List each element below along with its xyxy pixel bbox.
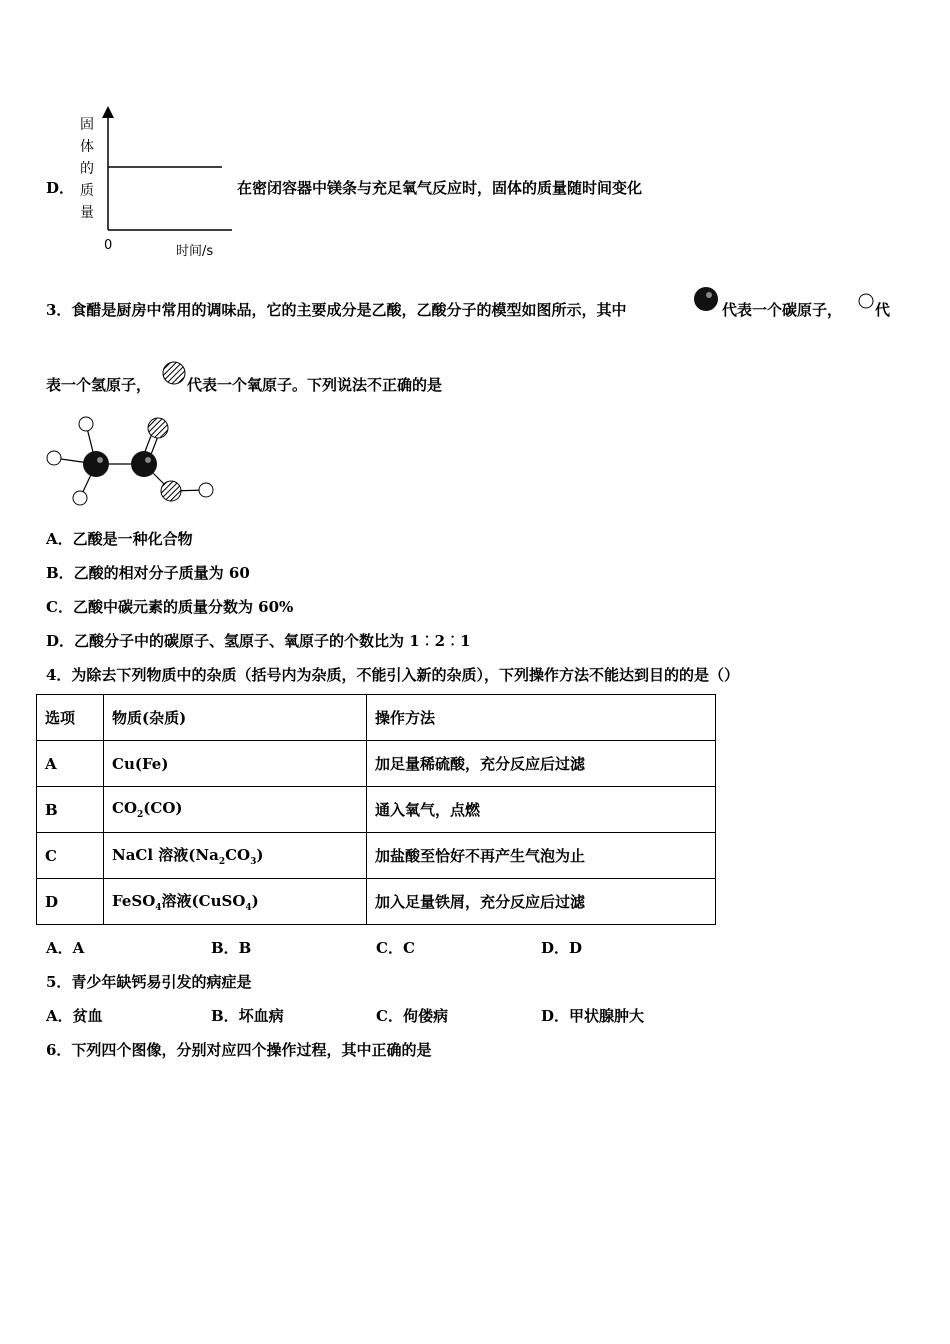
- table-row: [37, 879, 716, 925]
- table-row: [37, 833, 716, 879]
- table-row: [37, 787, 716, 833]
- oxygen-atom: [161, 481, 181, 501]
- q3-option-d: D．乙酸分子中的碳原子、氢原子、氧原子的个数比为 1︰2︰1: [46, 632, 471, 650]
- graph-origin: 0: [104, 238, 113, 253]
- q3-option-c: C．乙酸中碳元素的质量分数为 60%: [46, 598, 294, 616]
- q3-line1-c: 代: [875, 301, 891, 319]
- q3-option-a: A．乙酸是一种化合物: [46, 530, 193, 548]
- q3-line2-a: 表一个氢原子，: [46, 376, 152, 394]
- q4-stem: 4．为除去下列物质中的杂质（括号内为杂质，不能引入新的杂质），下列操作方法不能达到目的的是（）: [46, 666, 739, 684]
- q4-answer-d: D．D: [541, 939, 583, 957]
- q4-answer-b: B．B: [211, 939, 252, 957]
- option-cell: A: [37, 741, 104, 787]
- y-axis-char: 的: [80, 161, 94, 177]
- substance-cell: FeSO$_4$溶液(CuSO$_4$): [104, 879, 367, 925]
- hydrogen-atom-icon: [857, 292, 875, 310]
- q5-stem: 5．青少年缺钙易引发的病症是: [46, 973, 252, 991]
- carbon-atom-icon: [692, 285, 720, 313]
- method-cell: 加足量稀硫酸，充分反应后过滤: [367, 741, 716, 787]
- option-cell: D: [37, 879, 104, 925]
- x-axis-label: 时间/s: [176, 244, 214, 259]
- carbon-atom: [131, 451, 157, 477]
- q5-answer-d: D．甲状腺肿大: [541, 1007, 645, 1025]
- q3-line1-a: 3．食醋是厨房中常用的调味品，它的主要成分是乙酸，乙酸分子的模型如图所示，其中: [46, 301, 627, 319]
- q3-line2-b: 代表一个氧原子。下列说法不正确的是: [187, 376, 443, 394]
- y-axis-char: 固: [80, 117, 94, 133]
- hydrogen-atom: [73, 491, 87, 505]
- q5-answer-c: C．佝偻病: [376, 1007, 448, 1025]
- method-cell: 加盐酸至恰好不再产生气泡为止: [367, 833, 716, 879]
- option-cell: B: [37, 787, 104, 833]
- substance-cell: Cu(Fe): [104, 741, 367, 787]
- table-header-row: [37, 695, 716, 741]
- q2-option-d-label: D．: [46, 179, 75, 197]
- q3-option-b: B．乙酸的相对分子质量为 60: [46, 564, 250, 582]
- substance-cell: $CO_2(CO)$: [104, 787, 367, 833]
- q3-line1-b: 代表一个碳原子，: [722, 301, 843, 319]
- q2-option-d-text: 在密闭容器中镁条与充足氧气反应时，固体的质量随时间变化: [237, 179, 643, 197]
- acetic-acid-molecule-model: [40, 410, 225, 510]
- y-axis-char: 质: [80, 183, 94, 199]
- table-row: [37, 741, 716, 787]
- q5-answer-a: A．贫血: [46, 1007, 103, 1025]
- hydrogen-atom: [47, 451, 61, 465]
- option-cell: C: [37, 833, 104, 879]
- q5-answer-b: B．坏血病: [211, 1007, 284, 1025]
- carbon-atom: [83, 451, 109, 477]
- q4-answer-c: C．C: [376, 939, 415, 957]
- hydrogen-atom: [79, 417, 93, 431]
- y-axis-char: 量: [80, 205, 94, 221]
- header-cell: 操作方法: [367, 695, 716, 741]
- oxygen-atom: [148, 418, 168, 438]
- q4-table: [36, 694, 716, 925]
- q4-answer-a: A．A: [46, 939, 85, 957]
- mass-time-graph: [70, 100, 240, 260]
- hydrogen-atom: [199, 483, 213, 497]
- substance-cell: NaCl 溶液$(Na_2CO_3)$: [104, 833, 367, 879]
- method-cell: 加入足量铁屑，充分反应后过滤: [367, 879, 716, 925]
- header-cell: 物质(杂质): [104, 695, 367, 741]
- y-axis-char: 体: [80, 139, 94, 155]
- q6-stem: 6．下列四个图像，分别对应四个操作过程，其中正确的是: [46, 1041, 432, 1059]
- header-cell: 选项: [37, 695, 104, 741]
- oxygen-atom-icon: [161, 360, 187, 386]
- method-cell: 通入氧气，点燃: [367, 787, 716, 833]
